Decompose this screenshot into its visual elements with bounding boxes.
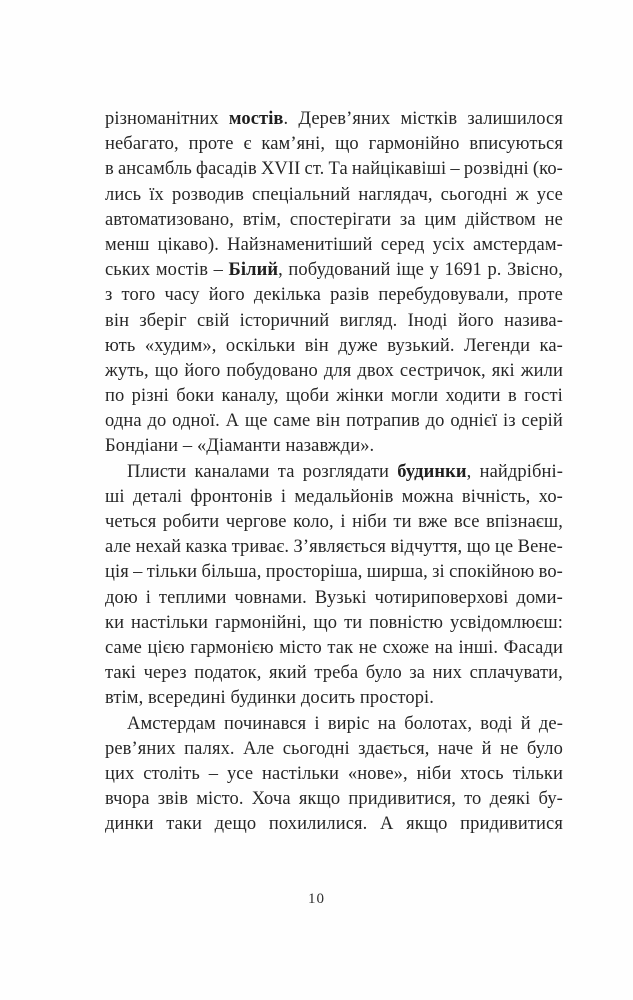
text-line: менш цікаво). Найзнаменитіший серед усіх амстердам- (105, 234, 563, 255)
paragraph (105, 712, 563, 838)
text-line: він зберіг свій історичний вигляд. Іноді його назива- (105, 310, 563, 331)
text-line: ція – тільки більша, просторіша, ширша, зі спокійною во- (105, 562, 563, 583)
text-line: ських мостів – Білий, побудований іще у 1691 р. Звісно, (105, 260, 563, 281)
text-block (105, 107, 563, 837)
text-line: одна до одної. А ще саме він потрапив до однієї із серій (105, 411, 563, 432)
text-line: Амстердам починався і виріс на болотах, воді й де- (127, 713, 563, 734)
text-line: втім, всередині будинки досить просторі. (105, 688, 435, 709)
text-line: ки настільки гармонійні, що ти повністю усвідомлюєш: (105, 612, 563, 633)
text-line: автоматизовано, втім, спостерігати за цим дійством не (105, 209, 563, 230)
text-line: в ансамбль фасадів XVII ст. Та найцікавіші – розвідні (ко- (105, 159, 563, 180)
text-line: вчора звів місто. Хоча якщо придивитися, то деякі бу- (105, 789, 563, 810)
text-line: четься робити чергове коло, і ніби ти вже все впізнаєш, (105, 512, 563, 532)
text-line: саме цією гармонією місто так не схоже на інші. Фасади (105, 637, 563, 658)
text-line: ють «худим», оскільки він дуже вузький. Легенди ка- (105, 335, 563, 356)
text-line: цих століть – усе настільки «нове», ніби хтось тільки (105, 763, 563, 784)
text-line: жуть, що його побудовано для двох сестричок, які жили (105, 360, 563, 381)
text-line: різноманітних мостів. Дерев’яних містків залишилося (105, 109, 563, 129)
text-line: рев’яних палях. Але сьогодні здається, наче й не було (105, 738, 563, 759)
text-line: з того часу його декілька разів перебудовували, проте (105, 285, 563, 306)
page-number: 10 (308, 891, 325, 907)
text-line: динки таки дещо похилилися. А якщо придивитися (105, 814, 563, 835)
text-line: але нехай казка триває. З’являється відчуття, що це Вене- (105, 537, 563, 558)
paragraph (105, 460, 563, 712)
text-line: такі через податок, який треба було за них сплачувати, (105, 663, 563, 684)
text-line: Плисти каналами та розглядати будинки, найдрібні- (127, 461, 563, 482)
paragraph (105, 107, 563, 460)
text-line: небагато, проте є кам’яні, що гармонійно вписуються (105, 134, 563, 155)
text-line: лись їх розводив спеціальний наглядач, сьогодні ж усе (105, 184, 563, 205)
text-line: ші деталі фронтонів і медальйонів можна вічність, хо- (105, 486, 563, 507)
text-line: по різні боки каналу, щоби жінки могли ходити в гості (105, 386, 563, 407)
text-line: дою і теплими човнами. Вузькі чотириповерхові доми- (105, 587, 563, 608)
text-line: Бондіани – «Діаманти назавжди». (105, 436, 375, 457)
